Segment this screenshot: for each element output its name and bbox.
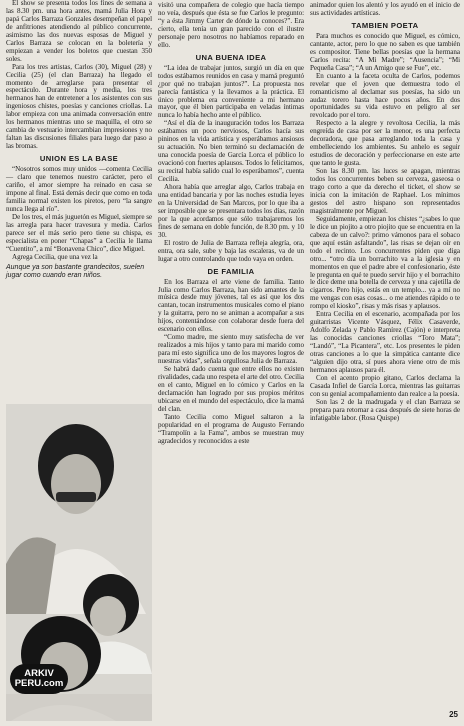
paragraph: visitó una compañera de colegio que hacía tiempo no veía, después que ésta se fue Carlos le pregunto: “y a ésta Jimmy Carter de dónde la conoces?”. Era cierto, ella tenía un gran parecido con el ilustre personaje pero nosotros no habíamos reparado en ello. [158, 1, 304, 49]
paragraph: En los Barraza el arte viene de familia. Tanto Julia como Carlos Barraza, han sido amantes de la música desde muy jóvenes, tal es así que los dos cantan, tocan instrumentos musicales como el piano y la guitarra, pero no se animan a acompañar a sus hijos, contentándose con colaborar desde fuera del escenario con ellos. [158, 277, 304, 334]
paragraph: animador quien los alentó y los ayudó en el inicio de sus actividades artísticas. [310, 1, 460, 17]
paragraph: Son las 2 de la madrugada y el clan Barraza se prepara para retornar a casa después de siete horas de infatigable labor. (Rosa Quispe) [310, 397, 460, 422]
paragraph: Seguidamente, empiezan los chistes “¿sabes lo que le dice un piojito a otro piojito que se encuentra en la cabeza de un calvo?: primo vámonos para el sobaco que aquí están asfaltando”, las risas se dejan oír en todo el recinto. Los concurrentes piden que diga otro... “otro día un borrachito va a la iglesia y en momentos en que el padre abre el confesionario, éste le pregunta en qué te puedo servir hijo y el borrachito le dice deme una botella de cerveza y una cajetilla de cigarros. Pero hijo, estás en un templo... ya a mí no me vengas con esas cosas... o me atiendes rápido o te rompo el kiosko”, risas y más risas y aplausos. [310, 214, 460, 311]
paragraph: Entra Cecilia en el escenario, acompañada por los guitarristas Vicente Vásquez, Félix Casaverde, Adolfo Zelada y Pablo Ramírez (Cajón) e interpreta las conocidas canciones criollas “Toro Mata”; “Landó”, “La Picantera”, etc. Los presentes le piden otras canciones a lo que la simpática cantante dice “alguien dijo otra, sí pues ahora viene otro de mis hermanos aplausos para él. [310, 310, 460, 374]
column-3 [310, 2, 460, 423]
paragraph: “La idea de trabajar juntos, surgió un día en que todos estábamos reunidos en casa y mamá preguntó ¿por qué no trabajan juntos?”. La propuesta nos parecía fantástica y la llevamos a la práctica. El único problema era conveniente a mi hermano mayor, que él bien participaba en veladas íntimas nunca lo había hecho ante el público. [158, 63, 304, 120]
page-number: 25 [449, 710, 458, 719]
section-heading: TAMBIEN POETA [351, 20, 419, 30]
paragraph: Con el acento propio gitano, Carlos declama la Casada Infiel de García Lorca, mientras las guitarras con su genial acompañamiento dan realce a la poesía. [310, 373, 460, 398]
section-heading: UNA BUENA IDEA [195, 52, 267, 62]
paragraph: El rostro de Julia de Barraza refleja alegría, ora, entra, ora sale, sube y baja las escaleras, va de un lugar a otro controlando que todo vaya en orden. [158, 238, 304, 263]
photo-caption: Aunque ya son bastante grandecitos, suelen jugar como cuando eran niños. [6, 263, 145, 279]
column-1 [6, 0, 152, 280]
paragraph: Para los tres artistas, Carlos (30), Miguel (28) y Cecilia (25) (el clan Barraza) ha llegado el momento de arreglarse para presentar el espectáculo. Durante hora y media, los tres hermanos han de entretener a los asistentes con sus ingeniosos chistes, poesías y canciones criollas. La labor empieza con una animada conversación entre los hermanos mientras uno se maquilla, el otro se cambia de vestuario intercambian impresiones y no faltan las discusiones filiales para luego dar paso a las bromas. [6, 62, 152, 151]
paragraph: “Así el día de la inauguración todos los Barraza estábamos un poco nerviosos, Carlos hacía sus pininos en la vida artística y esperábamos ansiosos su actuación. No bien terminó su declamación de una conocida poesía de García Lorca el público lo ovacionó con fuertes aplausos. Todos lo felicitamos, su recital había salido cual lo esperábamos”, cuenta Cecilia. [158, 119, 304, 184]
paragraph: En cuanto a la faceta oculta de Carlos, podemos revelar que el joven que demuestra todo el romanticismo al declamar sus poesías, ha sido un audaz torero hasta hace pocos años. En dos oportunidades su vida estuvo en peligro al ser revolcado por el toro. [310, 71, 460, 120]
logo-line: ARKIV [24, 668, 54, 679]
paragraph: “Como madre, me siento muy satisfecha de ver realizados a mis hijos y tanto para mi marido como para mí esto significa uno de los mayores logros de nuestras vidas”, señala orgullosa Julia de Barraza. [158, 333, 304, 366]
paragraph: De los tres, el más juguetón es Miguel, siempre se las arregla para hacer travesura y media. Carlos parece ser el más serio pero tiene su chispa, es especialista en poner “Chapas” a Cecilia le llama “Cuentito”, a mí “Bonavena Chico”, dice Miguel. [6, 212, 152, 253]
paragraph: Para muchos es conocido que Miguel, es cómico, cantante, actor, pero lo que no saben es que también es compositor. Tiene bellas poesías que la hermana Carlos recita: “A Mi Madre”; “Ausencia”; “Mi Pequeña Casa”; “A un Amigo que se Fue”, etc. [310, 31, 460, 72]
arkiv-peru-logo [10, 664, 68, 694]
column-2 [158, 2, 304, 446]
paragraph: Agrega Cecilia, que una vez la [12, 252, 98, 261]
section-heading: DE FAMILIA [207, 266, 255, 276]
paragraph: Respecto a la alegre y revoltosa Cecilia, la más engreída de casa por ser la menor, es una perfecta decoradora, que pasa arreglando toda la casa y embelleciendo los ambientes. Su anhelo es seguir estudios de decoración y perfeccionarse en este arte que tanto le gusta. [310, 119, 460, 168]
paragraph: Tanto Cecilia como Miguel saltaron a la popularidad en el programa de Augusto Ferrando “Trampolín a la Fama”, ambos se muestran muy agradecidos y reconocidos a este [158, 412, 304, 445]
paragraph: Ahora había que arreglar algo, Carlos trabaja en una entidad bancaria y por las noches estudia leyes en la Universidad de San Marcos, por lo que iba a ser imposible que se presentara todos los días, razón por la que acordamos que sólo trabajaremos los fines de semana en doble función, de 8.30 pm. y 10 30. [158, 183, 304, 239]
paragraph: Se habrá dado cuenta que entre ellos no existen rivalidades, cada uno respeta el arte del otro. Cecilia en el canto, Miguel en lo cómico y Carlos en la declamación han logrado por sus propios méritos ubicarse en el mundo del espectáculo, dice la mamá del clan. [158, 365, 304, 413]
paragraph: Son las 8.30 pm. las luces se apagan, mientras todos los concurrentes beben su cerveza, gaseosa o trago corto a que da derecho el ticket, el show se inicia con la imitación de Raphael. Los mínimos gestos del astro hispano son representados magistralmente por Miguel. [310, 167, 460, 215]
paragraph: El show se presenta todos los fines de semana a las 8.30 pm. una hora antes, mamá Julia Hora y papá Carlos Barraza Gonzales desempeñan el papel de anfitriones atendiendo al público concurrente, asimismo las dos nuevas esposas de Miguel y Carlos Barraza se colocan en la boletería y empiezan a vender los boletos que cuestan 350 soles. [6, 0, 152, 63]
logo-line: PERU.com [14, 678, 64, 689]
paragraph: “Nosotros somos muy unidos —comenta Cecilia— claro que tenemos nuestro carácter, pero el cariño, el amor siempre ha reinado en casa se impone al final. Está demás decir que como en toda familia normal existen los piretos, pero “la sangre nunca llega al río”. [6, 165, 152, 213]
section-heading: UNION ES LA BASE [39, 154, 119, 164]
